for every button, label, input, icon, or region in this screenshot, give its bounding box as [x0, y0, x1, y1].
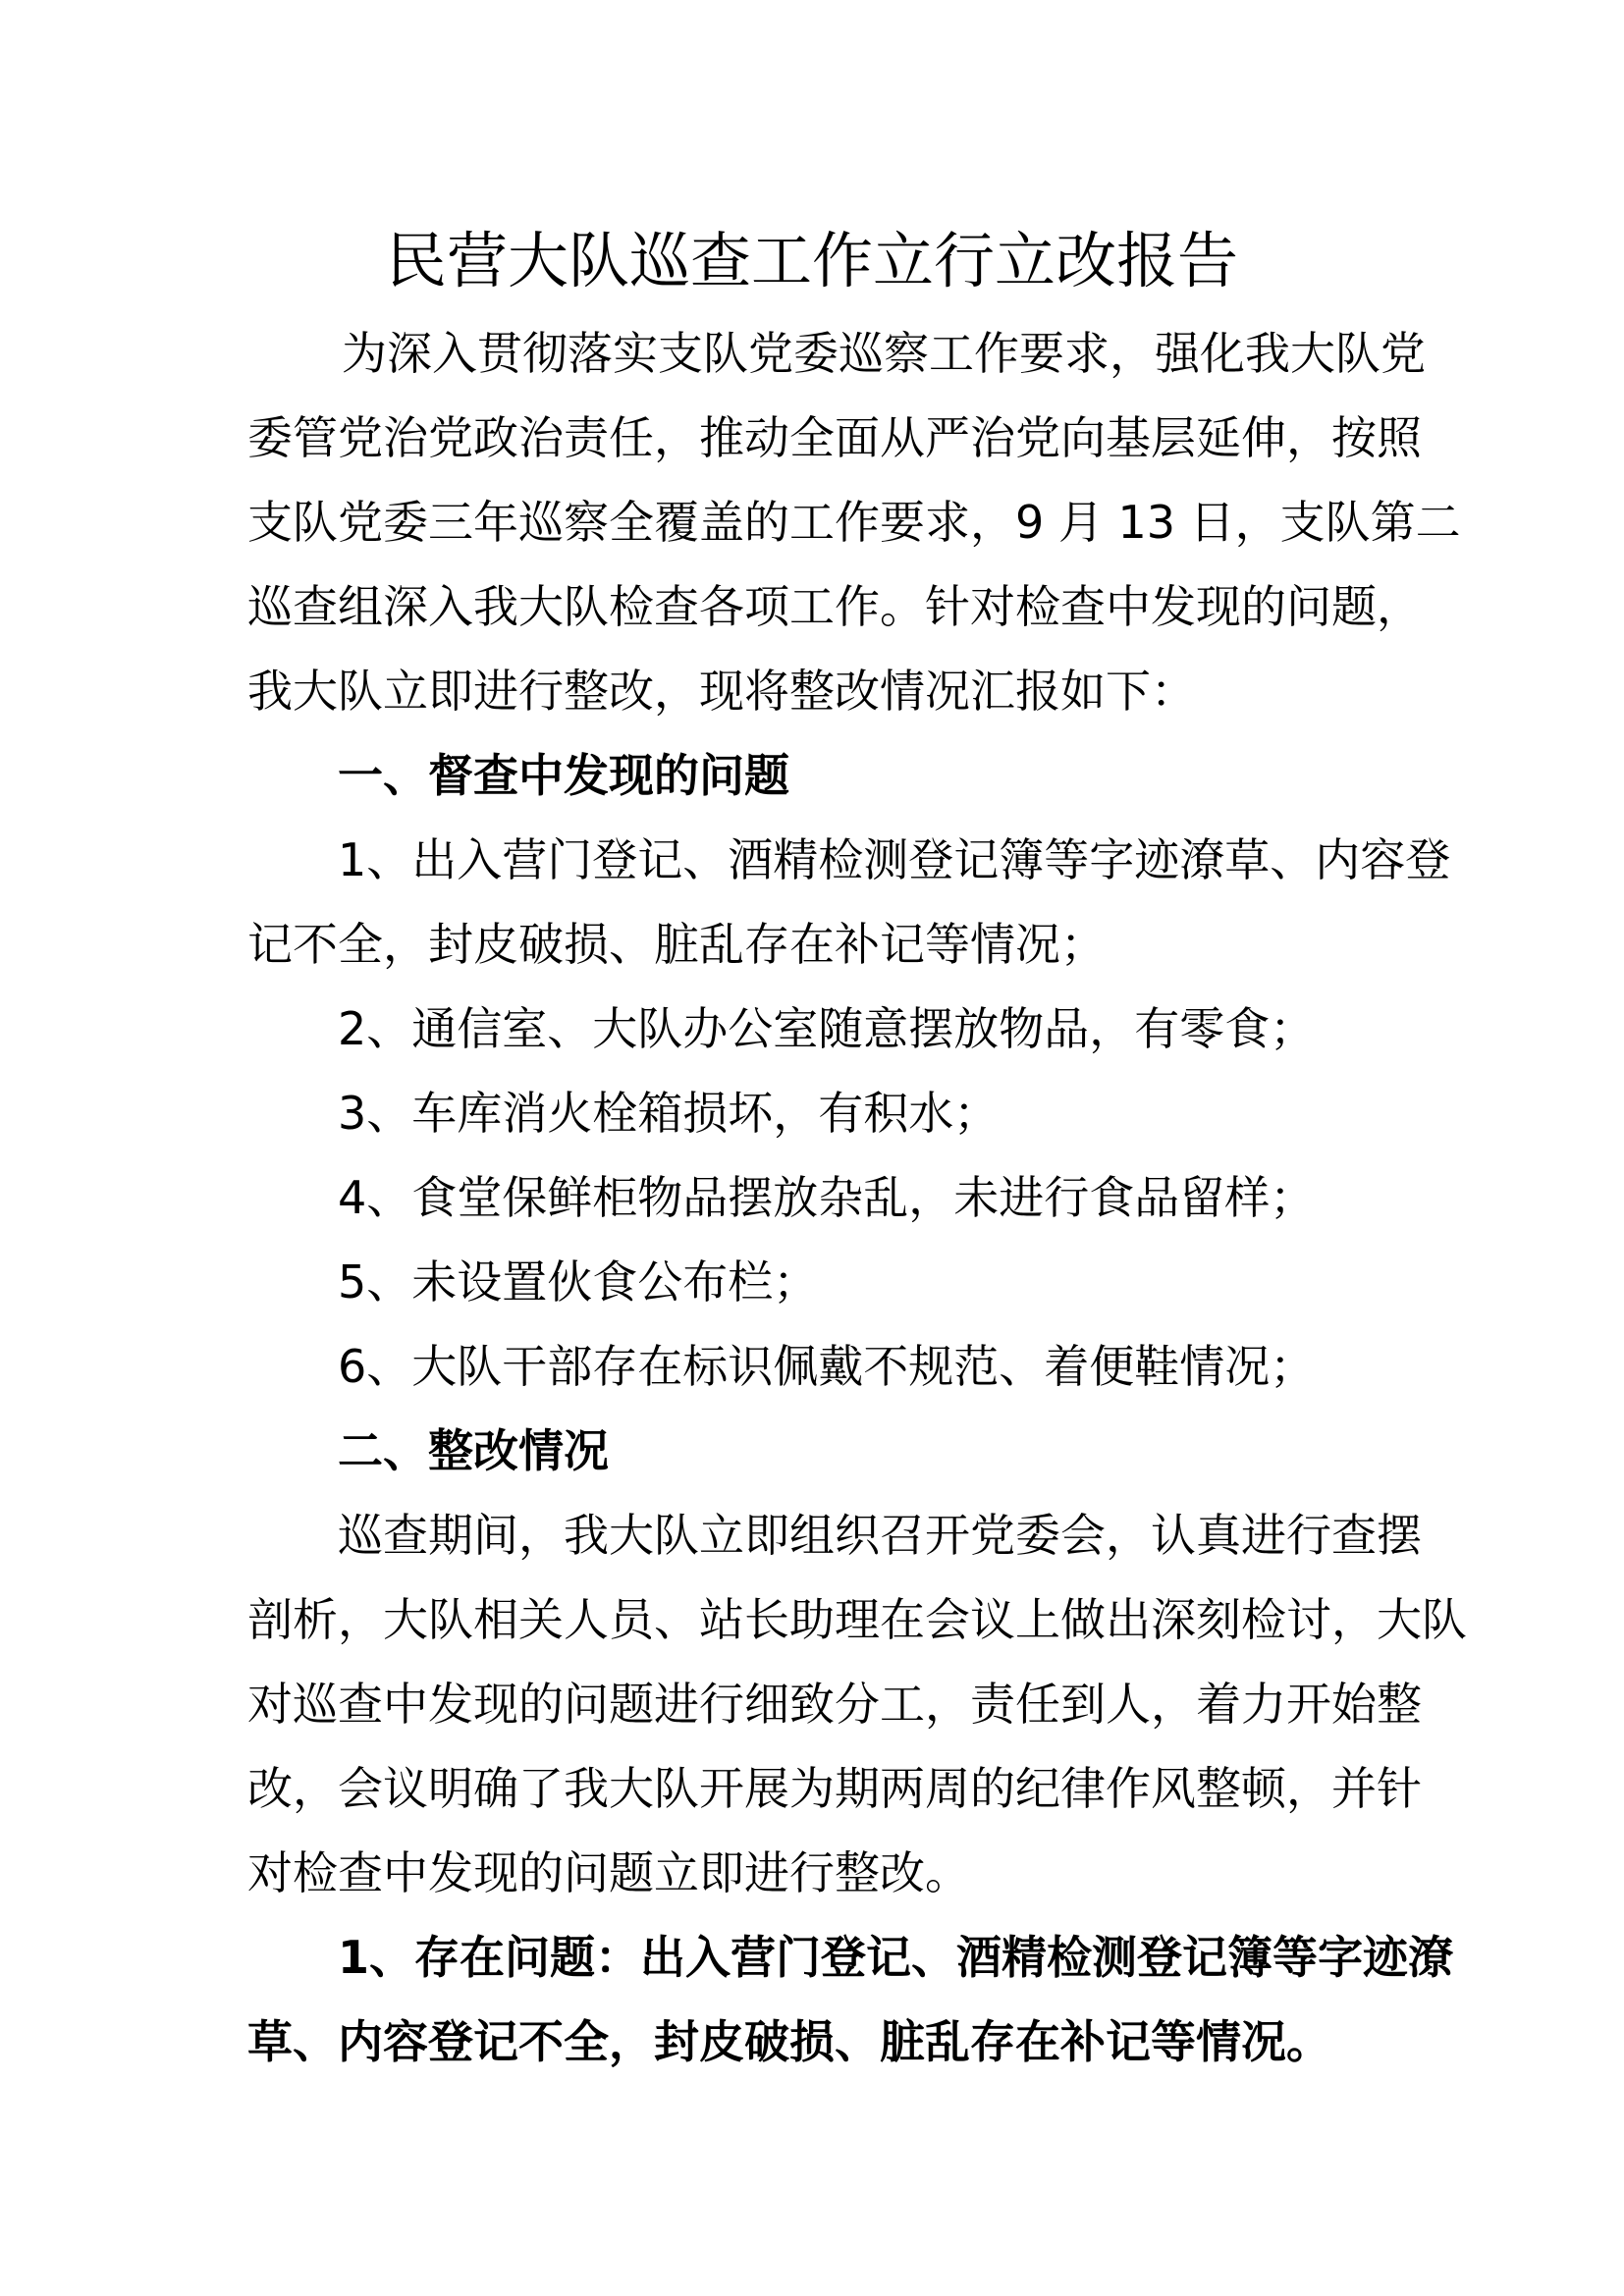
problem-item: 5、未设置伙食公布栏； — [338, 1255, 819, 1308]
intro-line: 我大队立即进行整改，现将整改情况汇报如下： — [247, 665, 1196, 718]
rectification-line: 巡查期间，我大队立即组织召开党委会，认真进行查摆 — [338, 1509, 1422, 1562]
rectification-line: 对检查中发现的问题立即进行整改。 — [247, 1846, 970, 1899]
problem-item: 4、食堂保鲜柜物品摆放杂乱，未进行食品留样； — [338, 1171, 1316, 1224]
intro-line: 为深入贯彻落实支队党委巡察工作要求，强化我大队党 — [342, 327, 1426, 380]
issue-item-bold: 草、内容登记不全，封皮破损、脏乱存在补记等情况。 — [247, 2015, 1331, 2068]
intro-line: 委管党治党政治责任，推动全面从严治党向基层延伸，按照 — [247, 411, 1422, 464]
problem-item: 3、车库消火栓箱损坏，有积水； — [338, 1087, 1000, 1140]
rectification-line: 剖析，大队相关人员、站长助理在会议上做出深刻检讨，大队 — [247, 1593, 1467, 1646]
problem-item: 1、出入营门登记、酒精检测登记簿等字迹潦草、内容登 — [338, 833, 1451, 886]
problem-item: 6、大队干部存在标识佩戴不规范、着便鞋情况； — [338, 1340, 1316, 1393]
issue-item-bold: 1、存在问题：出入营门登记、酒精检测登记簿等字迹潦 — [338, 1931, 1454, 1984]
rectification-line: 改，会议明确了我大队开展为期两周的纪律作风整顿，并针 — [247, 1762, 1422, 1815]
problem-item: 2、通信室、大队办公室随意摆放物品，有零食； — [338, 1002, 1316, 1055]
section-heading-problems: 一、督查中发现的问题 — [338, 749, 789, 802]
problem-item: 记不全，封皮破损、脏乱存在补记等情况； — [247, 918, 1106, 971]
rectification-line: 对巡查中发现的问题进行细致分工，责任到人，着力开始整 — [247, 1678, 1422, 1731]
section-heading-rectification: 二、整改情况 — [338, 1424, 609, 1477]
intro-line: 支队党委三年巡察全覆盖的工作要求，9 月 13 日，支队第二 — [247, 496, 1461, 549]
intro-line: 巡查组深入我大队检查各项工作。针对检查中发现的问题， — [247, 580, 1422, 633]
document-title: 民营大队巡查工作立行立改报告 — [385, 225, 1238, 296]
